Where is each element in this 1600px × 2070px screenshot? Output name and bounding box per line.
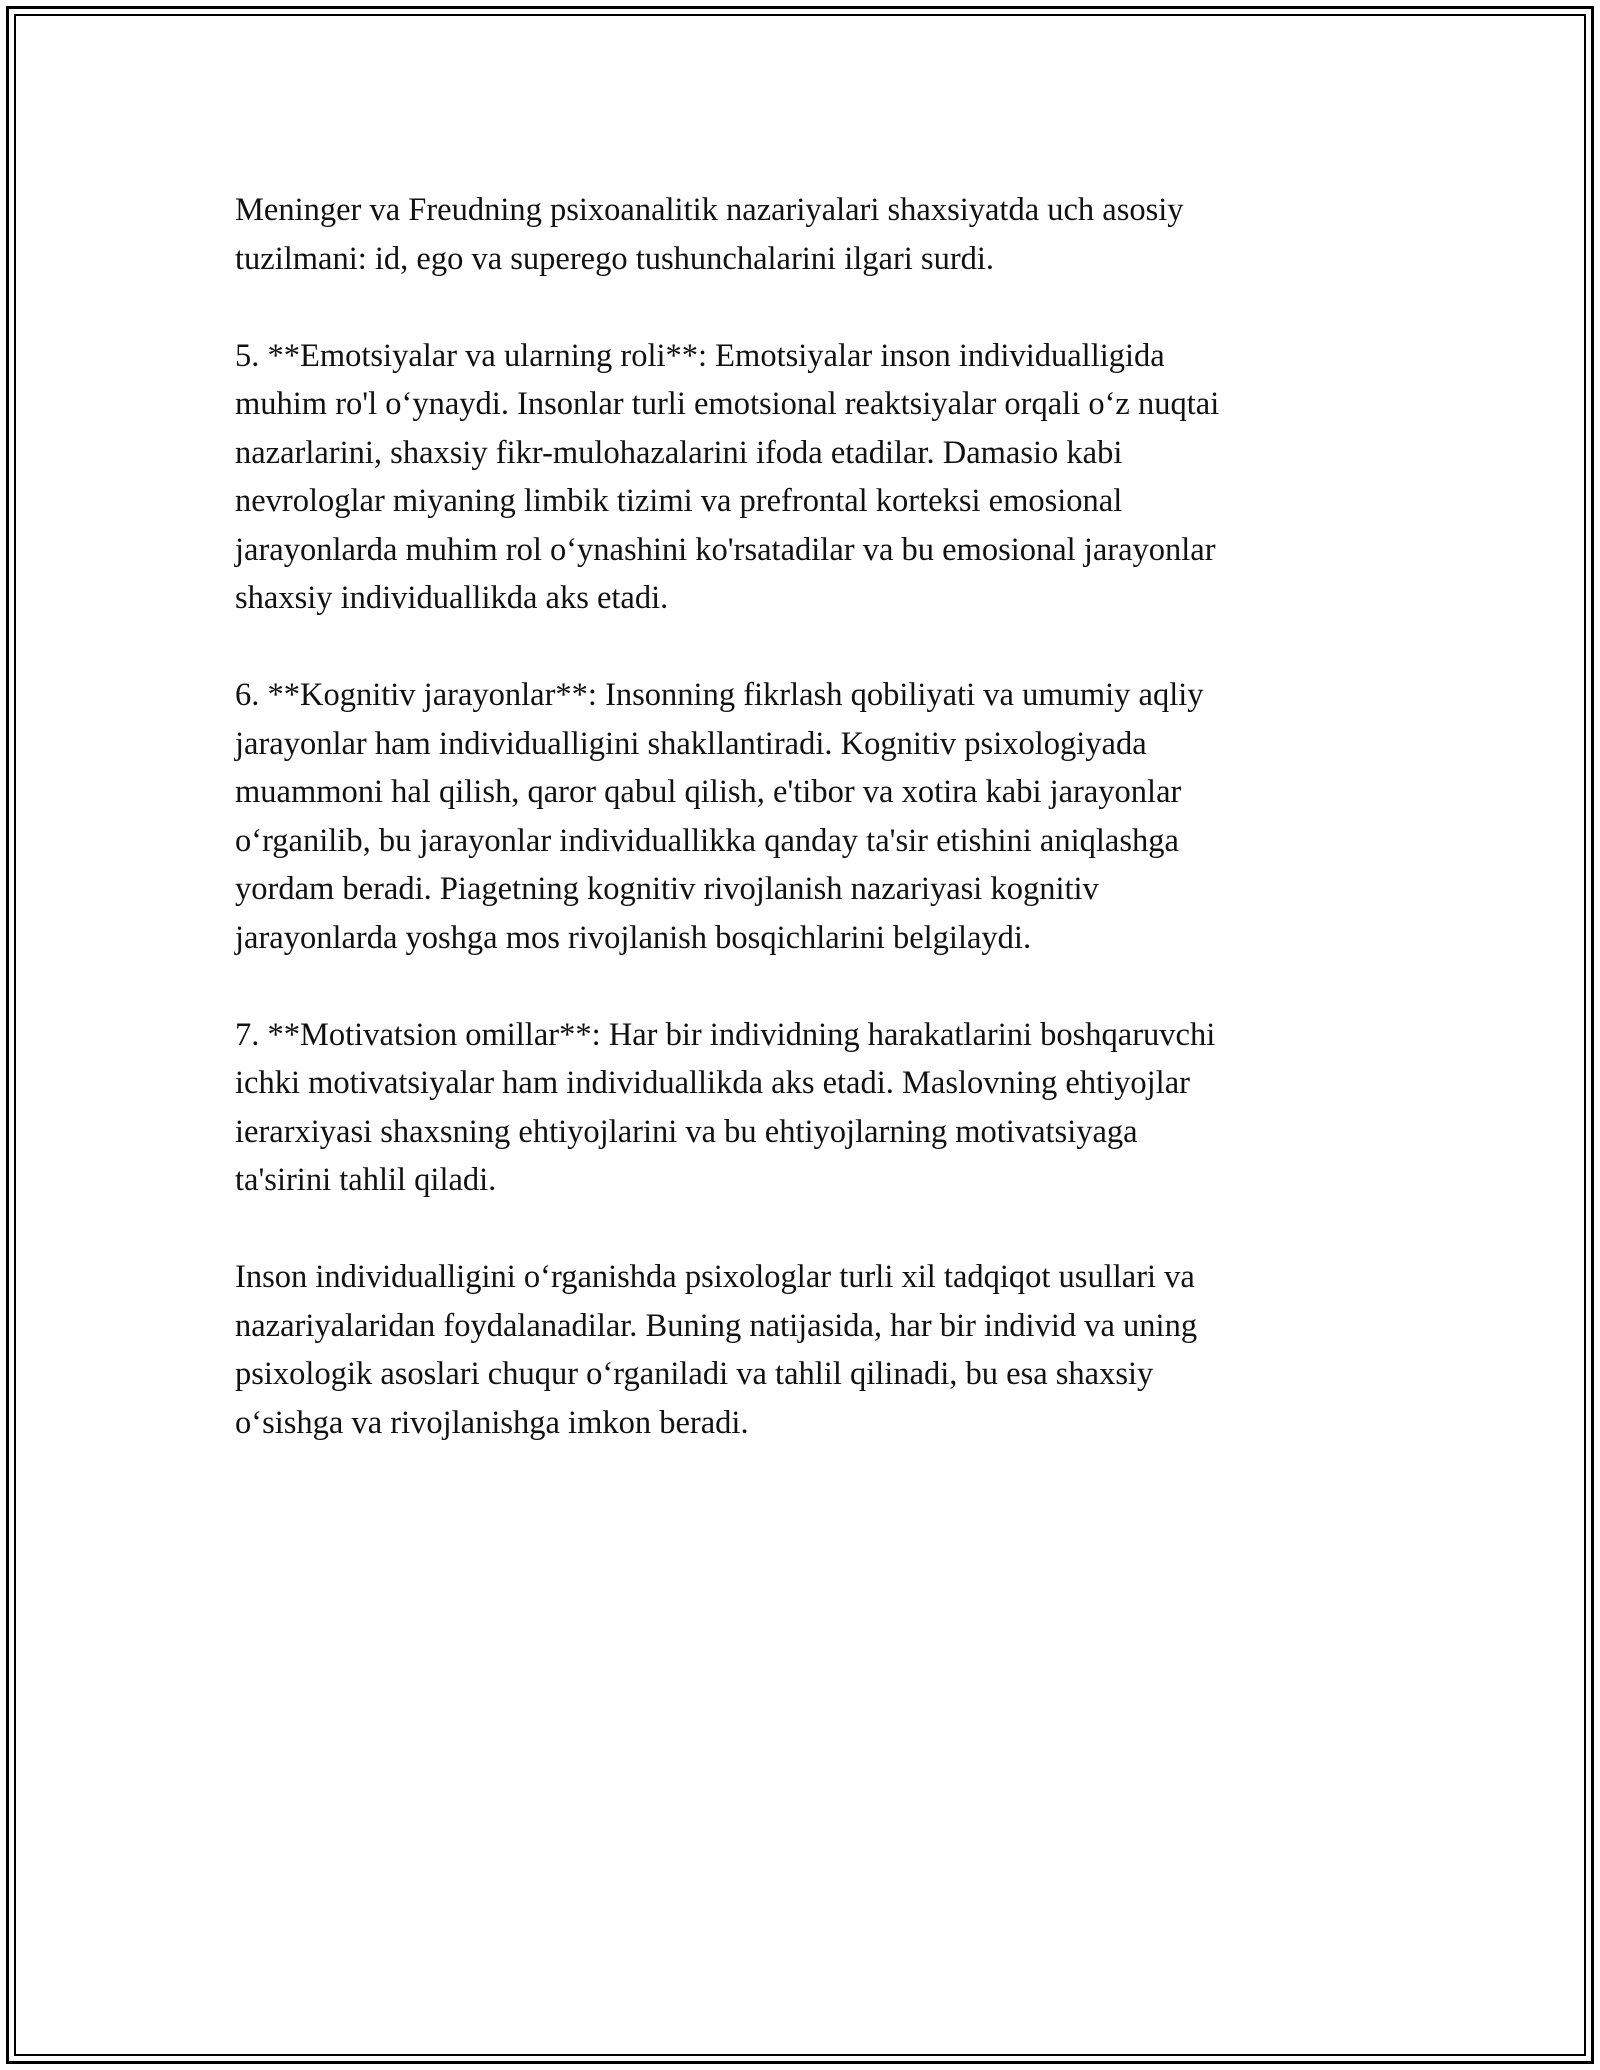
paragraph-conclusion xyxy=(235,1253,1365,1447)
text-line: o‘sishga va rivojlanishga imkon beradi. xyxy=(235,1404,749,1441)
paragraph-cognitive-processes xyxy=(235,671,1365,962)
text-line: yordam beradi. Piagetning kognitiv rivojlanish nazariyasi kognitiv xyxy=(235,871,1099,907)
paragraph-psychoanalytic-intro xyxy=(235,186,1365,283)
text-line: 6. **Kognitiv jarayonlar**: Insonning fikrlash qobiliyati va umumiy aqliy xyxy=(235,677,1204,713)
text-line: 5. **Emotsiyalar va ularning roli**: Emotsiyalar inson individualligida xyxy=(235,337,1165,374)
text-line: ta'sirini tahlil qiladi. xyxy=(235,1162,497,1198)
text-line: jarayonlarda yoshga mos rivojlanish bosqichlarini belgilaydi. xyxy=(235,919,1032,956)
text-line: tuzilmani: id, ego va superego tushunchalarini ilgari surdi. xyxy=(235,240,995,277)
text-line: nazarlarini, shaxsiy fikr-mulohazalarini ifoda etadilar. Damasio kabi xyxy=(235,434,1123,471)
text-line: Inson individualligini o‘rganishda psixologlar turli xil tadqiqot usullari va xyxy=(235,1259,1195,1295)
text-line: ierarxiyasi shaxsning ehtiyojlarini va bu ehtiyojlarning motivatsiyaga xyxy=(235,1113,1138,1150)
paragraph-emotions xyxy=(235,332,1365,623)
text-line: jarayonlarda muhim rol o‘ynashini ko'rsatadilar va bu emosional jarayonlar xyxy=(235,531,1216,568)
text-line: muammoni hal qilish, qaror qabul qilish, e'tibor va xotira kabi jarayonlar xyxy=(235,774,1182,810)
document-body xyxy=(235,186,1365,1496)
text-line: o‘rganilib, bu jarayonlar individuallikka qanday ta'sir etishini aniqlashga xyxy=(235,822,1179,859)
text-line: ichki motivatsiyalar ham individuallikda aks etadi. Maslovning ehtiyojlar xyxy=(235,1065,1190,1101)
text-line: nazariyalaridan foydalanadilar. Buning natijasida, har bir individ va uning xyxy=(235,1307,1198,1344)
text-line: 7. **Motivatsion omillar**: Har bir individning harakatlarini boshqaruvchi xyxy=(235,1016,1216,1053)
text-line: psixologik asoslari chuqur o‘rganiladi va tahlil qilinadi, bu esa shaxsiy xyxy=(235,1356,1154,1392)
paragraph-motivational-factors xyxy=(235,1011,1365,1205)
text-line: nevrologlar miyaning limbik tizimi va prefrontal korteksi emosional xyxy=(235,483,1123,519)
text-line: jarayonlar ham individualligini shakllantiradi. Kognitiv psixologiyada xyxy=(235,725,1147,762)
text-line: Meninger va Freudning psixoanalitik nazariyalari shaxsiyatda uch asosiy xyxy=(235,192,1184,228)
text-line: muhim ro'l o‘ynaydi. Insonlar turli emotsional reaktsiyalar orqali o‘z nuqtai xyxy=(235,386,1220,422)
text-line: shaxsiy individuallikda aks etadi. xyxy=(235,580,669,616)
